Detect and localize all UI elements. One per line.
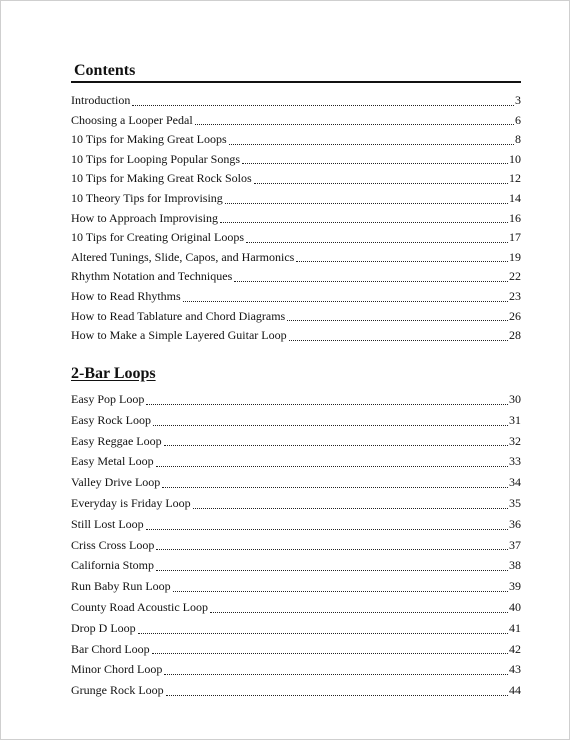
toc-entry-title: How to Approach Improvising	[71, 210, 218, 225]
toc-entry-title: Still Lost Loop	[71, 516, 144, 531]
toc-entry-page-number: 43	[509, 662, 521, 677]
toc-entry-title: Criss Cross Loop	[71, 537, 155, 552]
dot-leader	[164, 673, 508, 675]
toc-entry-page-number: 39	[509, 579, 521, 594]
toc-entry-title: How to Make a Simple Layered Guitar Loop	[71, 328, 287, 343]
toc-entry-page-number: 6	[515, 112, 521, 127]
toc-entry	[71, 472, 521, 493]
toc-entry-page-number: 44	[509, 683, 521, 698]
toc-entry	[71, 91, 521, 111]
toc-entry-page-number: 33	[509, 454, 521, 469]
toc-entry-title: Introduction	[71, 93, 131, 107]
toc-entry-page-number: 34	[509, 475, 521, 490]
toc-entry	[71, 451, 521, 472]
toc-entry-title: Minor Chord Loop	[71, 662, 163, 677]
toc-entry-page-number: 35	[509, 495, 521, 510]
toc-entry-page-number: 19	[509, 249, 521, 264]
toc-entry-title: 10 Tips for Creating Original Loops	[71, 230, 244, 245]
dot-leader	[242, 162, 508, 164]
dot-leader	[162, 486, 508, 488]
contents-heading: Contents	[71, 61, 521, 83]
dot-leader	[234, 280, 508, 282]
dot-leader	[166, 694, 508, 696]
toc-entry	[71, 618, 521, 639]
toc-entry-page-number: 31	[509, 412, 521, 427]
toc-entry-title: Rhythm Notation and Techniques	[71, 269, 233, 284]
toc-entry-title: Choosing a Looper Pedal	[71, 112, 193, 127]
toc-entry-title: Easy Rock Loop	[71, 412, 151, 427]
toc-entry-title: How to Read Tablature and Chord Diagrams	[71, 308, 286, 323]
toc-entry-page-number: 23	[509, 288, 521, 303]
dot-leader	[287, 319, 508, 321]
toc-entry	[71, 555, 521, 576]
dot-leader	[225, 202, 508, 204]
dot-leader	[254, 182, 508, 184]
toc-entry-page-number: 22	[509, 269, 521, 284]
toc-entry-title: Bar Chord Loop	[71, 641, 150, 656]
toc-entry	[71, 493, 521, 514]
toc-entry	[71, 326, 521, 346]
toc-entry	[71, 111, 521, 131]
toc-entry-page-number: 26	[509, 308, 521, 323]
dot-leader	[183, 300, 508, 302]
toc-entry-title: 10 Theory Tips for Improvising	[71, 190, 223, 205]
toc-entry-title: 10 Tips for Making Great Loops	[71, 132, 227, 147]
toc-entry-page-number: 28	[509, 328, 521, 343]
toc-entry-title: County Road Acoustic Loop	[71, 599, 208, 614]
toc-entry-page-number: 8	[515, 132, 521, 147]
toc-entry-page-number: 40	[509, 599, 521, 614]
toc-entry-title: Grunge Rock Loop	[71, 683, 164, 698]
toc-entry-title: Easy Metal Loop	[71, 454, 154, 469]
toc-entry-title: Everyday is Friday Loop	[71, 495, 191, 510]
dot-leader	[132, 104, 514, 106]
dot-leader	[195, 123, 514, 125]
dot-leader	[156, 548, 508, 550]
dot-leader	[156, 569, 508, 571]
toc-entry	[71, 130, 521, 150]
dot-leader	[246, 241, 508, 243]
toc-entry	[71, 228, 521, 248]
dot-leader	[153, 424, 508, 426]
two-bar-loops-list	[71, 389, 521, 701]
toc-entry-page-number: 38	[509, 558, 521, 573]
toc-entry	[71, 410, 521, 431]
toc-entry-page-number: 37	[509, 537, 521, 552]
toc-entry-page-number: 10	[509, 151, 521, 166]
toc-entry-page-number: 30	[509, 392, 521, 406]
toc-entry	[71, 287, 521, 307]
toc-entry	[71, 389, 521, 410]
toc-entry	[71, 639, 521, 660]
toc-entry-title: Easy Pop Loop	[71, 392, 145, 406]
toc-entry-page-number: 14	[509, 190, 521, 205]
dot-leader	[296, 260, 508, 262]
toc-entry-page-number: 12	[509, 171, 521, 186]
dot-leader	[164, 444, 508, 446]
toc-entry-title: Run Baby Run Loop	[71, 579, 171, 594]
toc-entry-title: Drop D Loop	[71, 620, 136, 635]
toc-entry-page-number: 42	[509, 641, 521, 656]
toc-entry-title: California Stomp	[71, 558, 154, 573]
toc-entry-title: Valley Drive Loop	[71, 475, 161, 490]
dot-leader	[210, 611, 508, 613]
dot-leader	[146, 528, 508, 530]
toc-entry	[71, 189, 521, 209]
toc-entry	[71, 680, 521, 701]
toc-entry-title: 10 Tips for Making Great Rock Solos	[71, 171, 252, 186]
toc-entry-title: Easy Reggae Loop	[71, 433, 162, 448]
toc-entry	[71, 535, 521, 556]
two-bar-loops-heading: 2-Bar Loops	[71, 365, 156, 382]
toc-entry	[71, 576, 521, 597]
toc-entry	[71, 267, 521, 287]
contents-list	[71, 91, 521, 346]
dot-leader	[152, 652, 508, 654]
dot-leader	[193, 507, 508, 509]
toc-entry-title: 10 Tips for Looping Popular Songs	[71, 151, 241, 166]
toc-entry	[71, 150, 521, 170]
dot-leader	[173, 590, 508, 592]
dot-leader	[220, 221, 508, 223]
toc-entry	[71, 307, 521, 327]
toc-entry	[71, 431, 521, 452]
toc-entry	[71, 597, 521, 618]
toc-entry-page-number: 17	[509, 230, 521, 245]
toc-entry	[71, 514, 521, 535]
toc-entry-page-number: 3	[515, 93, 521, 107]
dot-leader	[289, 339, 508, 341]
toc-entry	[71, 248, 521, 268]
dot-leader	[156, 465, 508, 467]
toc-entry-title: How to Read Rhythms	[71, 288, 181, 303]
dot-leader	[146, 403, 508, 405]
toc-entry	[71, 169, 521, 189]
dot-leader	[229, 143, 514, 145]
toc-entry-page-number: 36	[509, 516, 521, 531]
toc-entry-page-number: 32	[509, 433, 521, 448]
toc-entry	[71, 209, 521, 229]
dot-leader	[138, 632, 508, 634]
contents-section	[71, 61, 521, 346]
two-bar-loops-section	[71, 364, 521, 701]
toc-entry-page-number: 16	[509, 210, 521, 225]
toc-entry-page-number: 41	[509, 620, 521, 635]
toc-entry	[71, 659, 521, 680]
toc-entry-title: Altered Tunings, Slide, Capos, and Harmonics	[71, 249, 295, 264]
